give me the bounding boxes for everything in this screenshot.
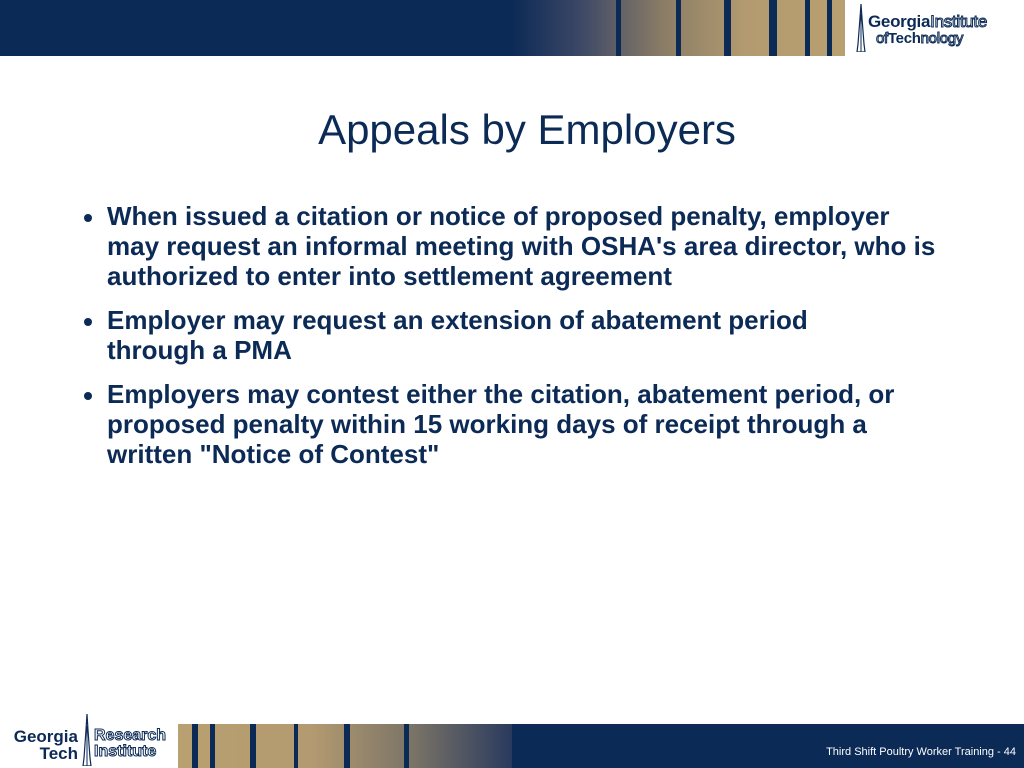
footer-stripe [192, 724, 198, 768]
header-stripe [769, 0, 777, 56]
bullet-dot-icon [84, 392, 92, 400]
bullet-text: When issued a citation or notice of proposed penalty, employer may request an informal meeting with OSHA's area director, who is authorized to enter into settlement agreement [107, 201, 936, 291]
footer-stripe [210, 724, 215, 768]
header-stripe [676, 0, 681, 56]
footer-slide-label: Third Shift Poultry Worker Training - 44 [826, 746, 1016, 758]
footer-stripe-band [178, 724, 512, 768]
bullet-item [78, 379, 948, 469]
logo-line-1: GeorgiaInstitute [868, 12, 987, 31]
bullet-text: Employers may contest either the citation, abatement period, or proposed penalty within 15 working days of receipt through a written "Notice of Contest" [107, 379, 895, 469]
header-stripe [616, 0, 621, 56]
gtri-logo-gt: Georgia Tech [13, 727, 78, 763]
logo-line-2: ofTechnology [876, 30, 964, 47]
header-stripe [827, 0, 832, 56]
footer-stripe [344, 724, 350, 768]
header-stripe [724, 0, 731, 56]
gtri-logo [0, 712, 178, 768]
header-navy-bar [0, 0, 512, 56]
gtri-logo-ri: Research Institute [94, 727, 167, 760]
bullet-dot-icon [84, 318, 92, 326]
bullet-dot-icon [84, 214, 92, 222]
footer-navy-bar [512, 724, 1024, 768]
bullet-text: Employer may request an extension of abatement period through a PMA [107, 305, 808, 365]
tech-tower-spire-icon [82, 714, 92, 766]
header-stripe-band [512, 0, 845, 56]
footer-stripe [404, 724, 409, 768]
georgia-tech-logo [848, 0, 1024, 56]
slide-title: Appeals by Employers [318, 106, 736, 153]
bullet-item [78, 305, 948, 365]
footer-stripe [294, 724, 298, 768]
tech-tower-spire-icon [856, 4, 866, 52]
header-stripe [805, 0, 810, 56]
bullet-item [78, 201, 948, 291]
bullet-list [78, 201, 948, 483]
footer-stripe [250, 724, 256, 768]
